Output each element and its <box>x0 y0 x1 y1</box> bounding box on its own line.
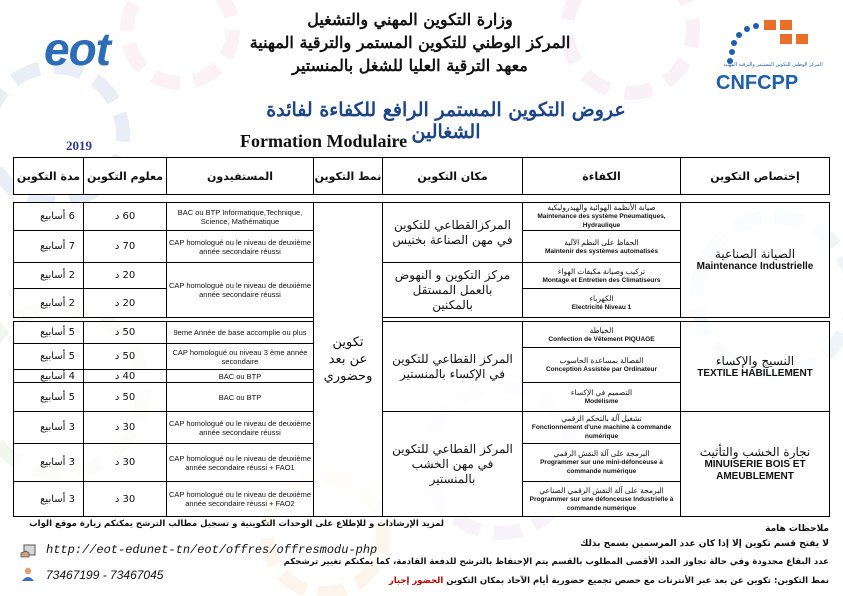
note-3 <box>369 576 829 586</box>
competence-ar: الخياطة <box>589 325 614 335</box>
fee-cell: 60 د <box>83 202 167 231</box>
beneficiaries-cell: BAC ou BTP <box>166 369 314 383</box>
ministry-header <box>230 8 590 77</box>
specialty-ar: الصيانة الصناعية <box>714 247 796 261</box>
specialty-fr: MINUISERIE BOIS ET AMEUBLEMENT <box>704 459 806 482</box>
competence-fr: Conception Assistée par Ordinateur <box>545 366 657 373</box>
training-place-cell: مركز التكوين و النهوض بالعمل المستقل بالمكنين <box>382 262 523 318</box>
competence-fr: Modélisme <box>584 398 619 405</box>
col-header-mode: نمط التكوين <box>313 157 383 195</box>
note-3-mandatory: الحضور إجبار <box>388 576 444 586</box>
duration-cell: 4 أسابيع <box>13 369 84 383</box>
competence-cell <box>522 411 681 444</box>
competence-fr: Montage et Entretien des Climatiseurs <box>542 276 661 284</box>
col-header-specialty: إختصاص التكوين <box>680 157 830 195</box>
beneficiaries-cell: CAP homologué ou niveau 3 ème année secondaire <box>166 343 314 370</box>
phone-person-icon <box>20 567 36 581</box>
cnfcpp-logo-small-text: المركز الوطني للتكوين المستمر والترقية المهنية <box>723 62 823 68</box>
fee-cell: 40 د <box>83 369 167 383</box>
cnfcpp-logo-text: CNFCPP <box>716 72 799 94</box>
beneficiaries-cell: CAP homologué ou le niveau de deuxième année secondaire réussi <box>166 262 314 318</box>
beneficiaries-cell: CAP homologué ou le niveau de deuxième année secondaire réussi <box>166 230 314 263</box>
training-place-cell: المركز القطاعي للتكوين في مهن الخشب بالمنستير <box>382 411 523 517</box>
header-line-1: وزارة التكوين المهني والتشغيل <box>307 10 513 29</box>
eot-logo: eot <box>44 23 110 75</box>
competence-fr: Programmer sur une mini-défonceuse à commande numérique <box>540 459 663 475</box>
fee-cell: 50 د <box>83 382 167 412</box>
hand-document-icon <box>20 544 36 558</box>
beneficiaries-cell: CAP homologué ou le niveau de deuxième année secondaire réussi + FAO1 <box>166 443 314 482</box>
training-place-cell: المركزالقطاعي للتكوين في مهن الصناعة بخنيس <box>382 202 523 263</box>
competence-ar: تشغيل آلة بالتحكم الرقمي <box>561 414 642 423</box>
page-title: عروض التكوين المستمر الرافع للكفاءة لفائدة الشغالين <box>266 99 626 143</box>
duration-cell: 6 أسابيع <box>13 202 84 231</box>
phone-numbers: 73467199 - 73467045 <box>46 568 164 582</box>
note-2: عدد البقاع محدودة وفي حالة تجاوز العدد الأقصى المطلوب بالقسم يتم الإحتفاظ بالترشح للدفعة القادمة، كما يمكنكم تغيير ترشحكم <box>283 557 829 567</box>
duration-cell: 5 أسابيع <box>13 321 84 344</box>
fee-cell: 30 د <box>83 481 167 517</box>
training-place-cell: المركز القطاعي للتكوين في الإكساء بالمنستير <box>382 321 523 412</box>
duration-cell: 3 أسابيع <box>13 481 84 517</box>
page-subtitle: Formation Modulaire <box>240 131 408 151</box>
training-mode-cell: تكوين عن بعد وحضوري <box>313 202 383 517</box>
fee-cell: 50 د <box>83 321 167 344</box>
beneficiaries-cell: BAC ou BTP Informatique,Technique, Science, Mathématique <box>166 202 314 231</box>
more-info-text: لمزيد الإرشادات و للإطلاع على الوحدات التكوينية و تسجيل مطالب الترشح يمكنكم زيارة موقع الواب <box>29 519 444 529</box>
competence-fr: Fonctionnement d'une machine à commande numérique <box>531 424 672 440</box>
duration-cell: 3 أسابيع <box>13 443 84 482</box>
specialty-cell <box>680 202 830 318</box>
note-3-text: نمط التكوين: تكوين عن بعد عبر الأنترنات مع حصص تجميع حضورية أيام الآحاد بمكان التكوين <box>446 576 829 586</box>
col-header-fee: معلوم التكوين <box>83 157 167 195</box>
competence-cell <box>522 321 681 348</box>
competence-fr: Confection de Vêtement PIQUAGE <box>548 335 655 343</box>
header-line-2: المركز الوطني للتكوين المستمر والترقية المهنية <box>249 33 571 52</box>
beneficiaries-cell: 9eme Année de base accomplie ou plus <box>166 321 314 344</box>
duration-cell: 5 أسابيع <box>13 382 84 412</box>
beneficiaries-cell: CAP homologué ou le niveau de deuxième année secondaire réussi <box>166 411 314 444</box>
duration-cell: 2 أسابيع <box>13 262 84 289</box>
competence-cell <box>522 230 681 263</box>
competence-cell <box>522 443 681 482</box>
col-header-beneficiaries: المستفيدون <box>166 157 314 195</box>
year-label: 2019 <box>66 138 92 153</box>
col-header-competence: الكفاءة <box>522 157 681 195</box>
competence-ar: الكهرباء <box>589 294 614 303</box>
competence-cell <box>522 288 681 318</box>
competence-ar: البرمجة على آلة النقش الرقمي <box>553 449 650 458</box>
specialty-cell <box>680 411 830 517</box>
duration-cell: 5 أسابيع <box>13 343 84 370</box>
duration-cell: 3 أسابيع <box>13 411 84 444</box>
fee-cell: 50 د <box>83 343 167 370</box>
competence-cell <box>522 347 681 383</box>
competence-ar: الفصالة بمساعدة الحاسوب <box>559 356 644 365</box>
competence-ar: تركيب وصيانة مكيفات الهواء <box>557 266 646 276</box>
competence-ar: الحفاظ على النظم الآلية <box>564 237 639 247</box>
beneficiaries-cell: CAP homologué ou le niveau de deuxième année secondaire réussi + FAO2 <box>166 481 314 517</box>
competence-cell <box>522 382 681 412</box>
fee-cell: 70 د <box>83 230 167 263</box>
col-header-duration: مدة التكوين <box>13 157 84 195</box>
fee-cell: 30 د <box>83 411 167 444</box>
competence-cell <box>522 481 681 517</box>
specialty-ar: نجارة الخشب والتأثيث <box>699 445 811 459</box>
competence-ar: البرمجة على آلة النقش الرقمي الصناعي <box>539 485 664 495</box>
notes-title: ملاحظات هامة <box>765 524 829 534</box>
header-line-3: معهد الترقية العليا للشغل بالمنستير <box>292 56 528 75</box>
competence-fr: Programmer sur une défonceuse Industrielle à commande numérique <box>529 495 674 512</box>
background-gear-graphic <box>120 0 240 90</box>
competence-fr: Electricité Niveau 1 <box>571 304 632 311</box>
fee-cell: 20 د <box>83 288 167 318</box>
specialty-fr: TEXTILE HABILLEMENT <box>697 367 813 379</box>
duration-cell: 7 أسابيع <box>13 230 84 263</box>
beneficiaries-cell: BAC ou BTP <box>166 382 314 412</box>
fee-cell: 20 د <box>83 262 167 289</box>
specialty-ar: النسيج والإكساء <box>715 353 795 368</box>
fee-cell: 30 د <box>83 443 167 482</box>
duration-cell: 2 أسابيع <box>13 288 84 318</box>
competence-ar: صيانة الأنظمة الهوائية والهيدروليكية <box>547 203 656 212</box>
specialty-fr: Maintenance Industrielle <box>696 261 814 272</box>
competence-ar: التصميم في الإكساء <box>570 388 633 397</box>
website-link[interactable]: http://eot-edunet-tn/eot/offres/offresmodu-php <box>46 543 378 557</box>
col-header-place: مكان التكوين <box>382 157 523 195</box>
competence-cell <box>522 262 681 289</box>
competence-fr: Maintenance des système Pneumatiques, Hydraulique <box>537 213 666 229</box>
competence-cell <box>522 202 681 231</box>
specialty-cell <box>680 321 830 412</box>
competence-fr: Maintenir des systèmes automatisés <box>544 247 659 255</box>
note-1: لا يفتح قسم تكوين إلا إذا كان عدد المرسمين يسمح بذلك <box>580 539 829 549</box>
